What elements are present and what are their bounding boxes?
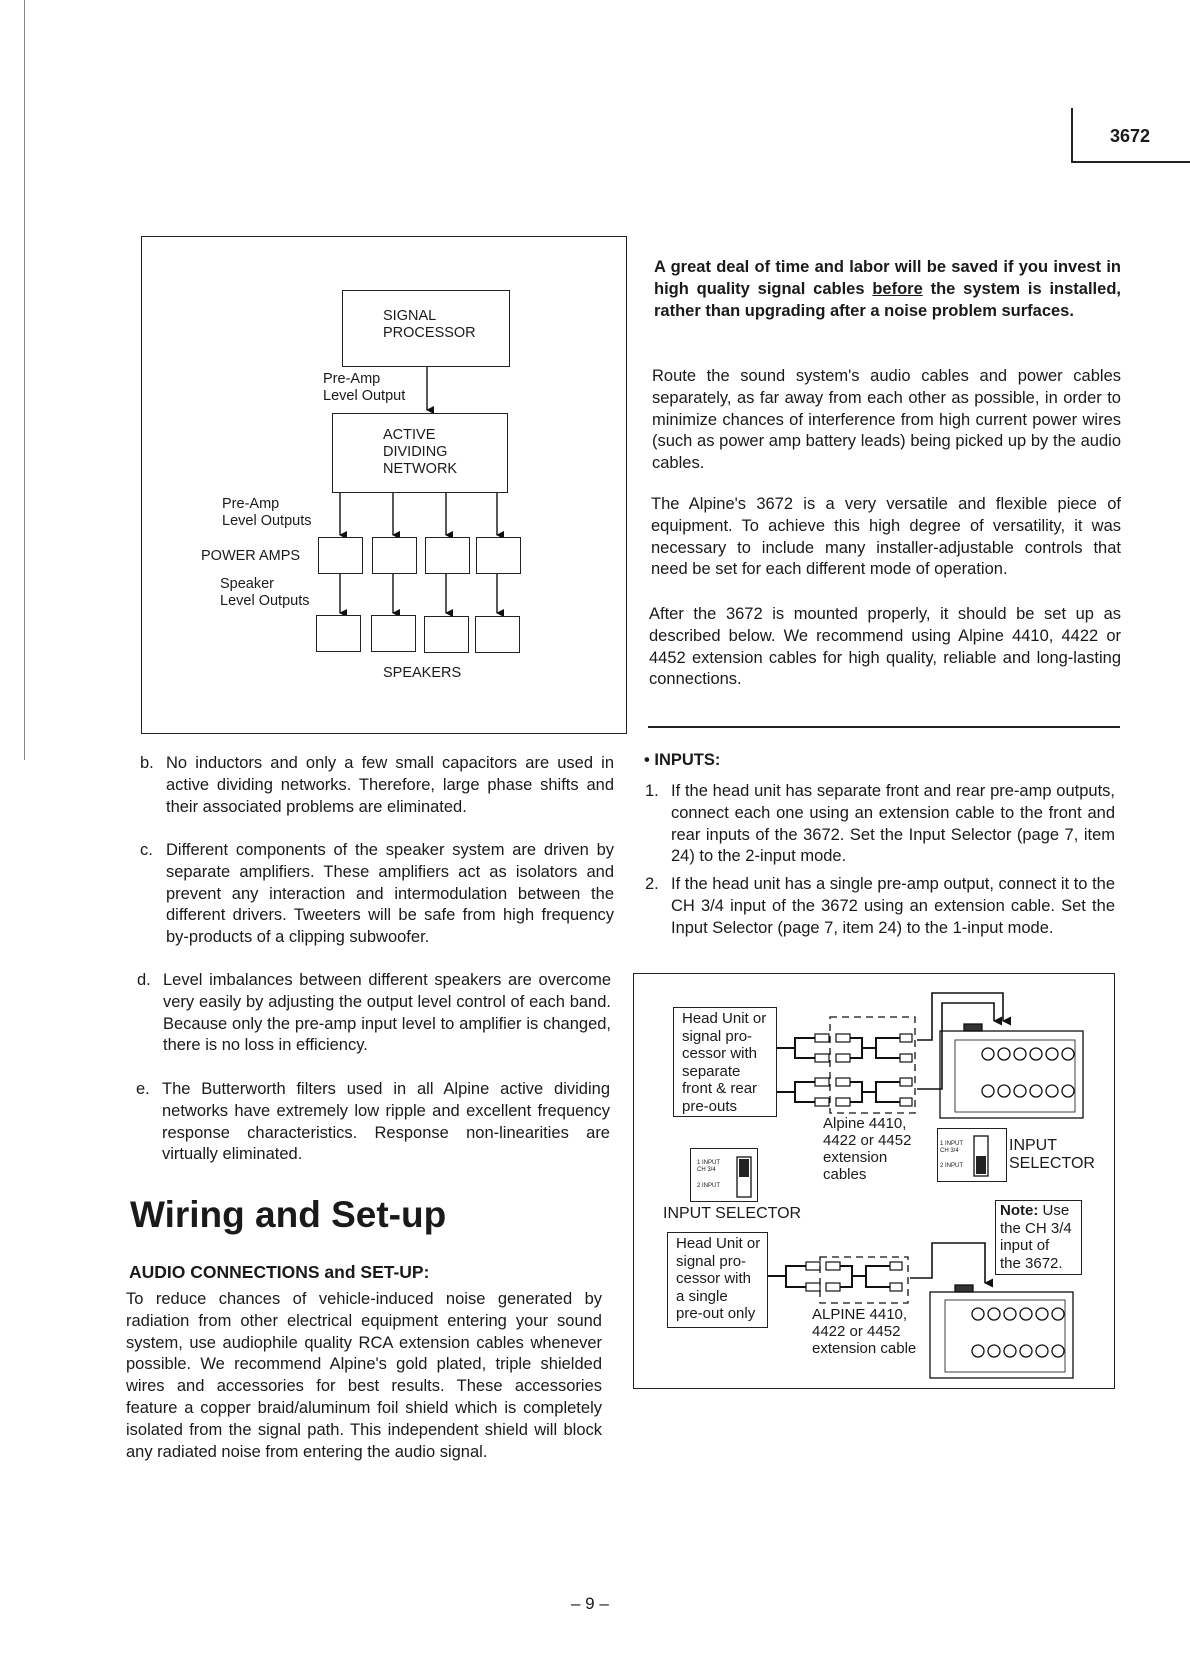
versatility-paragraph: The Alpine's 3672 is a very versatile and flexible piece of equipment. To achieve this high degree of versatility, it was necessary to include many installer-adjustable controls that need be set for each different mode of operation. — [651, 495, 1121, 579]
note-line: Use — [1038, 1202, 1070, 1219]
label-line: Level Outputs — [222, 513, 312, 529]
label-line: extension cable — [812, 1340, 917, 1357]
extension-cables-label — [823, 1115, 911, 1183]
list-marker: 2. — [645, 875, 659, 893]
label-line: Level Output — [323, 388, 406, 404]
label-line: 4422 or 4452 — [812, 1323, 901, 1340]
page-number: – 9 – — [571, 1594, 609, 1613]
benefit-item-b — [140, 753, 614, 818]
list-text: No inductors and only a few small capacitors are used in active dividing networks. Therefore, large phase shifts and their associated problems are eliminated. — [166, 754, 614, 816]
label-line: signal pro- — [682, 1027, 753, 1045]
label-line: Speaker — [220, 576, 275, 592]
benefit-item-d — [137, 970, 611, 1057]
label-line: extension — [823, 1149, 888, 1166]
processor-unit-2 — [930, 1285, 1073, 1378]
section-title: Wiring and Set-up — [130, 1194, 447, 1235]
label-line: Pre-Amp — [323, 371, 381, 387]
label-line: separate — [682, 1062, 741, 1080]
label-line: cessor with — [676, 1270, 752, 1287]
label-line: cessor with — [682, 1045, 758, 1062]
note-line: the 3672. — [1000, 1254, 1063, 1272]
note-label: Note: — [1000, 1202, 1039, 1219]
list-text: If the head unit has separate front and rear pre-amp outputs, connect each one using an extension cable to the front and rear inputs of the 3672. Set the Input Selector (page 7, item 24) to the 2-input mode. — [671, 782, 1115, 866]
list-marker: e. — [136, 1080, 150, 1098]
benefit-item-e — [136, 1079, 610, 1166]
label-line: cables — [823, 1166, 867, 1183]
list-marker: 1. — [645, 782, 659, 800]
switch-label-1input: 1 INPUT CH 3/4 — [940, 1141, 963, 1154]
switch-label-2input: 2 INPUT — [697, 1183, 721, 1189]
label-line: Head Unit or — [676, 1235, 761, 1252]
switch-label-2input: 2 INPUT — [940, 1163, 964, 1169]
label-line: NETWORK — [383, 461, 458, 477]
label-line: Alpine 4410, — [823, 1115, 907, 1132]
list-text: Different components of the speaker system are driven by separate amplifiers. These amplifiers act as isolators and prevent any interaction and intermodulation between the different drivers. Tweeters will be safe from high frequency by-products of a clipping subwoofer. — [166, 841, 614, 947]
label-line: Level Outputs — [220, 593, 310, 609]
note-text — [1000, 1202, 1072, 1272]
head-unit-front-rear-label — [682, 1010, 766, 1115]
label-line: ACTIVE — [383, 427, 436, 443]
list-text: The Butterworth filters used in all Alpine active dividing networks have extremely low ripple and excellent frequency response characteristics. Response non-linearities are virtually eliminated. — [162, 1080, 610, 1164]
label-line: a single — [676, 1287, 728, 1305]
label-line: SELECTOR — [1009, 1155, 1095, 1172]
head-unit-single-label — [676, 1235, 760, 1323]
note-line: the CH 3/4 — [1000, 1219, 1072, 1237]
label-line: signal pro- — [676, 1252, 747, 1270]
list-marker: d. — [137, 971, 151, 989]
input-selector-2input-box — [937, 1128, 1007, 1182]
switch-label-1input: 1 INPUT CH 3/4 — [697, 1160, 720, 1173]
intro-text: the system is installed, rather than upgrading after a noise problem surfaces. — [654, 280, 1121, 320]
mounting-paragraph: After the 3672 is mounted properly, it should be set up as described below. We recommend using Alpine 4410, 4422 or 4452 extension cables for high quality, reliable and long-lasting connections. — [649, 605, 1121, 689]
note-line: input of — [1000, 1237, 1050, 1254]
processor-unit-1 — [940, 1024, 1083, 1118]
inputs-heading: • INPUTS: — [644, 751, 721, 769]
list-text: Level imbalances between different speakers are overcome very easily by adjusting the output level control of each band. Because only the pre-amp input level to amplifier is changed, there is no loss in efficiency. — [163, 971, 611, 1055]
label-line: 4422 or 4452 — [823, 1132, 912, 1149]
audio-connections-paragraph: To reduce chances of vehicle-induced noise generated by radiation from other electrical equipment entering your sound system, use audiophile quality RCA extension cables whenever possible. We recommend Alpine's gold plated, triple shielded wires and accessories for best results. These accessories feature a copper braid/aluminum foil shield which is completely isolated from the signal path. This independent shield will block any radiated noise from entering the audio signal. — [126, 1290, 602, 1461]
label-line — [1000, 1202, 1072, 1220]
label-line: ALPINE 4410, — [812, 1306, 908, 1323]
label-line: pre-out only — [676, 1305, 756, 1322]
list-marker: c. — [140, 841, 153, 859]
cable-routing-paragraph: Route the sound system's audio cables and power cables separately, as far away from each other as possible, in order to minimize chances of interference from high current power wires (such as power amp battery leads) being picked up by the audio cables. — [652, 367, 1121, 473]
page-model-number: 3672 — [1110, 126, 1151, 146]
label-line: Pre-Amp — [222, 496, 280, 512]
input-selector-1input-box — [690, 1148, 758, 1202]
input-selector-label-left: INPUT SELECTOR — [663, 1205, 802, 1222]
power-amps-label: POWER AMPS — [201, 548, 301, 564]
label-line: front & rear — [682, 1080, 758, 1097]
subsection-title: AUDIO CONNECTIONS and SET-UP: — [129, 1262, 430, 1282]
list-text: If the head unit has a single pre-amp output, connect it to the CH 3/4 input of the 3672 using an extension cable. Set the Input Selector (page 7, item 24) to the 1-input mode. — [671, 875, 1115, 937]
speakers-label: SPEAKERS — [383, 665, 462, 681]
label-line: SIGNAL — [383, 308, 437, 324]
label-line: Head Unit or — [682, 1010, 767, 1027]
benefit-item-c — [140, 840, 614, 949]
input-selector-label-right — [1009, 1137, 1095, 1173]
extension-cable-label — [812, 1306, 916, 1357]
intro-text: A great deal of time and labor will be saved if you invest in high quality signal cables — [654, 258, 1121, 298]
list-marker: b. — [140, 754, 154, 772]
label-line: INPUT — [1009, 1137, 1057, 1154]
label-line: PROCESSOR — [383, 325, 476, 341]
label-line: DIVIDING — [383, 444, 448, 460]
label-line: pre-outs — [682, 1097, 738, 1115]
intro-emphasis: before — [872, 280, 923, 298]
